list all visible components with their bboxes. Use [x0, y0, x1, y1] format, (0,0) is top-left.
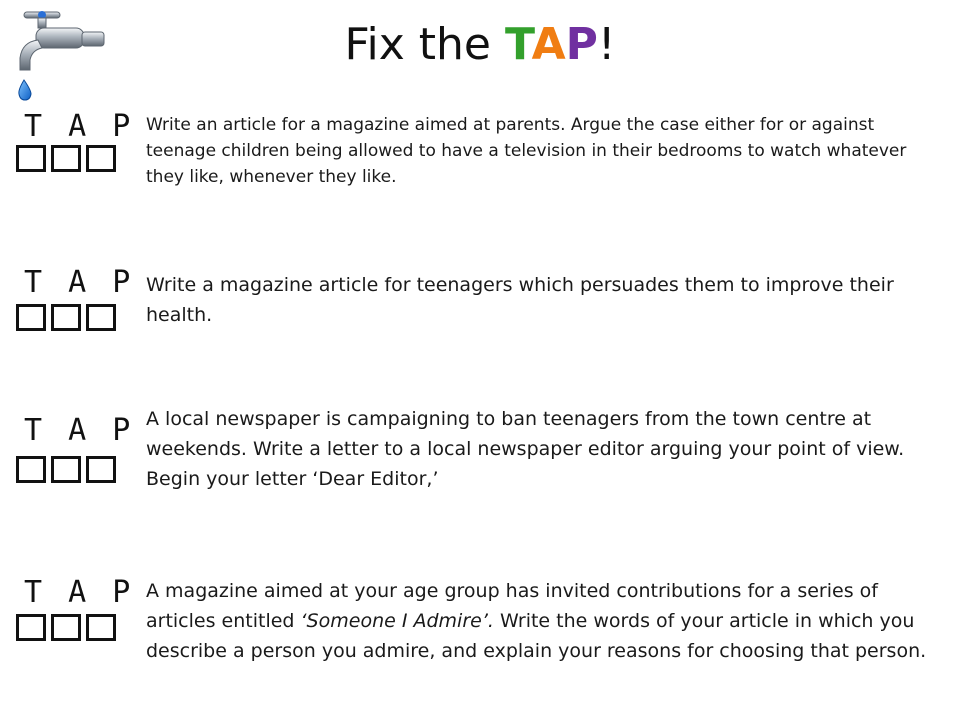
checkbox-audience[interactable]	[51, 456, 81, 483]
title-letter-a: A	[531, 19, 566, 70]
page-title	[0, 18, 960, 72]
title-suffix: !	[597, 19, 616, 70]
checkbox-purpose[interactable]	[86, 145, 116, 172]
checkbox-audience[interactable]	[51, 304, 81, 331]
task-text	[146, 576, 946, 666]
task-text	[146, 404, 946, 494]
task-text: Write an article for a magazine aimed at parents. Argue the case either for or against teenage children being allowed to have a television in their bedrooms to watch whatever they like, whenever they like.	[146, 115, 907, 187]
task-text-after: Write the words of your article in which you describe a person you admire, and explain your reasons for choosing that person.	[146, 610, 927, 662]
checkbox-purpose[interactable]	[86, 456, 116, 483]
task-text-instruction: Begin your letter ‘Dear Editor,’	[146, 468, 439, 490]
tap-checkboxes	[16, 304, 116, 331]
checkbox-purpose[interactable]	[86, 614, 116, 641]
checkbox-audience[interactable]	[51, 145, 81, 172]
checkbox-target[interactable]	[16, 614, 46, 641]
tap-label: T A P	[24, 109, 135, 144]
task-text-italic-title: ‘Someone I Admire’.	[300, 610, 494, 632]
task-text-before: A magazine aimed at your age group has invited contributions for a series of articles entitled	[146, 580, 878, 632]
checkbox-target[interactable]	[16, 456, 46, 483]
task-text: Write a magazine article for teenagers which persuades them to improve their health.	[146, 274, 894, 326]
title-letter-t: T	[505, 19, 532, 70]
checkbox-target[interactable]	[16, 145, 46, 172]
tap-checkboxes	[16, 145, 116, 172]
tap-label: T A P	[24, 413, 135, 448]
tap-checkboxes	[16, 614, 116, 641]
task-text-main: A local newspaper is campaigning to ban teenagers from the town centre at weekends. Write a letter to a local newspaper editor arguing your point of view.	[146, 408, 905, 460]
tap-checkboxes	[16, 456, 116, 483]
checkbox-target[interactable]	[16, 304, 46, 331]
tap-label: T A P	[24, 265, 135, 300]
tap-label: T A P	[24, 575, 135, 610]
checkbox-audience[interactable]	[51, 614, 81, 641]
checkbox-purpose[interactable]	[86, 304, 116, 331]
title-prefix: Fix the	[344, 19, 505, 70]
title-letter-p: P	[565, 19, 598, 70]
